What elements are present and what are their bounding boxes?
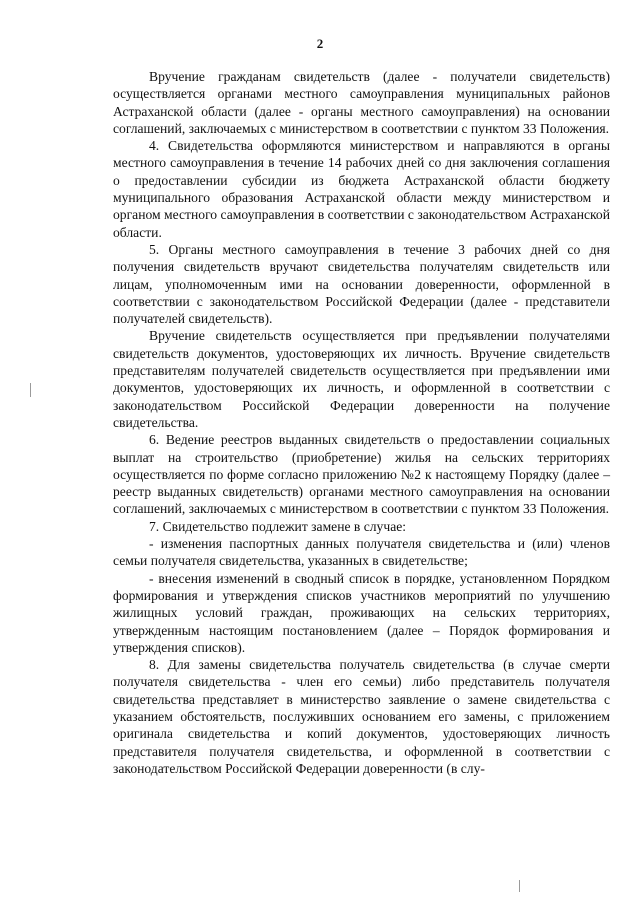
paragraph-item-5: 5. Органы местного самоуправления в течение 3 рабочих дней со дня получения свидетельств вручают свидетельства получателям свидетельств или лицам, уполномоченным ими на основании доверенности, оформленной в соответствии с законодательством Российской Федерации (далее - представители получателей свидетельств). [113, 241, 610, 327]
paragraph-issuance-conditions: Вручение свидетельств осуществляется при предъявлении получателями свидетельств документов, удостоверяющих их личность. Вручение свидетельств представителям получателей свидетельств осуществляется при предъявлении ими документов, удостоверяющих их личность, и оформленной в соответствии с законодательством Российской Федерации доверенности на получение свидетельства. [113, 328, 610, 430]
list-item-passport-change: - изменения паспортных данных получателя свидетельства и (или) членов семьи получателя свидетельства, указанных в свидетельстве; [113, 536, 610, 569]
scan-mark-bottom-right [519, 880, 520, 892]
paragraph-item-6: 6. Ведение реестров выданных свидетельств о предоставлении социальных выплат на строительство (приобретение) жилья на сельских территориях осуществляется по форме согласно приложению №2 к настоящему Порядку (далее – реестр выданных свидетельств) органами местного самоуправления на основании соглашений, заключаемых с министерством в соответствии с пунктом 33 Положения. [113, 432, 610, 517]
paragraph-item-8: 8. Для замены свидетельства получатель свидетельства (в случае смерти получателя свидетельства - член его семьи) либо представитель получателя свидетельства представляет в министерство заявление о замене свидетельства с указанием обстоятельств, послуживших основанием его замены, с приложением оригинала свидетельства и копий документов, удостоверяющих личность представителя получателя свидетельства, и оформленной в соответствии с законодательством Российской Федерации доверенности (в слу- [113, 657, 610, 776]
page-number: 2 [316, 36, 324, 51]
paragraph-item-4: 4. Свидетельства оформляются министерством и направляются в органы местного самоуправления в течение 14 рабочих дней со дня заключения соглашения о предоставлении субсидии из бюджета Астраханской области бюджету муниципального образования Астраханской области между министерством и органом местного самоуправления в соответствии с законодательством Астраханской области. [113, 138, 610, 240]
scan-mark-left [30, 383, 31, 397]
paragraph-issuance-intro: Вручение гражданам свидетельств (далее - получатели свидетельств) осуществляется органами местного самоуправления муниципальных районов Астраханской области (далее - органы местного самоуправления) на основании соглашений, заключаемых с министерством в соответствии с пунктом 33 Положения. [113, 69, 610, 136]
document-body [113, 68, 610, 777]
paragraph-item-7: 7. Свидетельство подлежит замене в случае: [149, 518, 407, 534]
list-item-summary-list-change: - внесения изменений в сводный список в порядке, установленном Порядком формирования и утверждения списков участников мероприятий по улучшению жилищных условий граждан, проживающих на сельских территориях, утвержденным настоящим постановлением (далее – Порядок формирования и утверждения списков). [113, 570, 610, 655]
